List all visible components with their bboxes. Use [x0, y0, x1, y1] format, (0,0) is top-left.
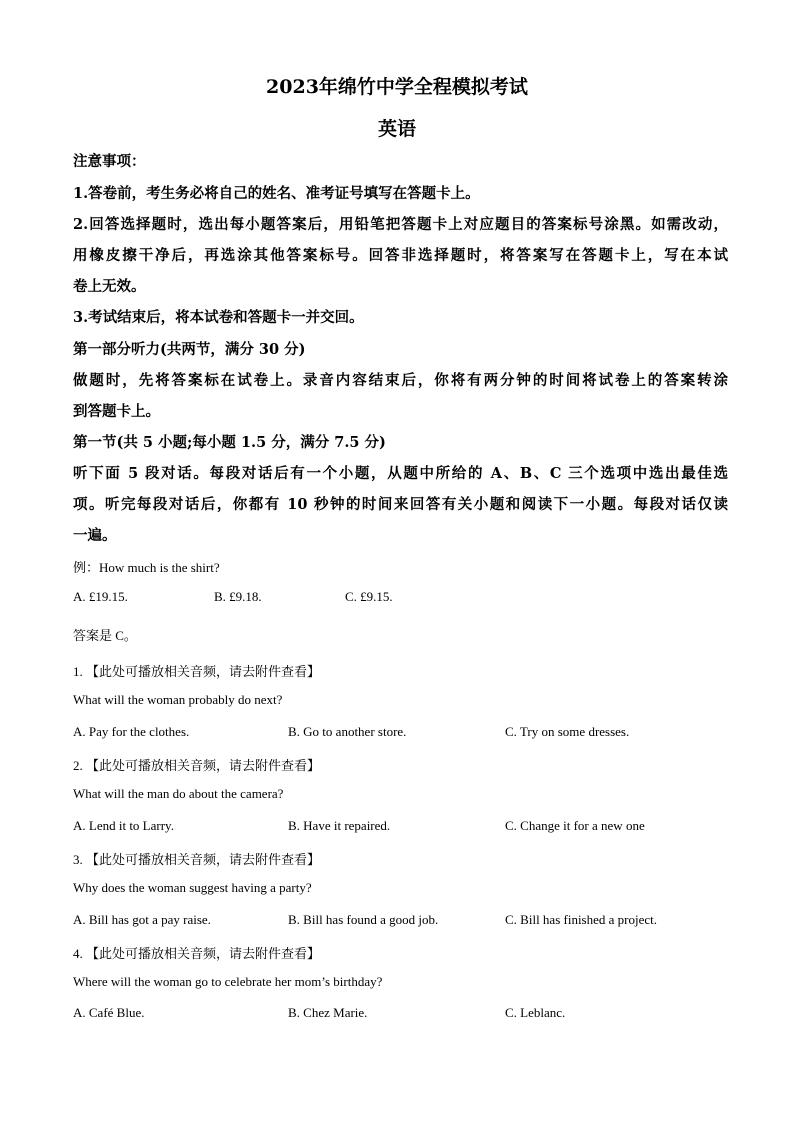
notes-item-2-line-1: 2.回答选择题时，选出每小题答案后，用铅笔把答题卡上对应题目的答案标号涂黑。如需改动，	[73, 216, 728, 233]
notes-item-3: 3.考试结束后，将本试卷和答题卡一并交回。	[73, 309, 364, 326]
section1-line-3: 一遍。	[73, 527, 117, 544]
example-option-c: C. £9.15.	[345, 589, 393, 604]
question-3-option-a: A. Bill has got a pay raise.	[73, 912, 211, 927]
question-2-option-b: B. Have it repaired.	[288, 818, 391, 833]
question-3-label: 3. 【此处可播放相关音频，请去附件查看】	[73, 852, 321, 867]
part1-intro-line-2: 到答题卡上。	[73, 403, 160, 420]
question-3-text: Why does the woman suggest having a party?	[73, 880, 312, 895]
notes-heading: 注意事项：	[73, 153, 146, 170]
question-3-option-b: B. Bill has found a good job.	[288, 912, 439, 927]
question-4-option-a: A. Café Blue.	[73, 1005, 145, 1020]
question-1-text: What will the woman probably do next?	[73, 692, 283, 707]
section1-line-1: 听下面 5 段对话。每段对话后有一个小题，从题中所给的 A、B、C 三个选项中选出最佳选	[73, 465, 728, 482]
subject-title: 英语	[377, 118, 416, 140]
part1-heading: 第一部分听力(共两节，满分 30 分)	[73, 341, 306, 358]
question-2-text: What will the man do about the camera?	[73, 786, 284, 801]
example-option-b: B. £9.18.	[214, 589, 262, 604]
example-answer: 答案是 C。	[73, 628, 137, 643]
notes-item-2-line-2: 用橡皮擦干净后，再选涂其他答案标号。回答非选择题时，将答案写在答题卡上，写在本试	[73, 247, 728, 264]
part1-intro-line-1: 做题时，先将答案标在试卷上。录音内容结束后，你将有两分钟的时间将试卷上的答案转涂	[73, 372, 728, 389]
question-1-option-c: C. Try on some dresses.	[505, 724, 630, 739]
example-question: 例：How much is the shirt?	[73, 560, 220, 575]
example-option-a: A. £19.15.	[73, 589, 128, 604]
question-4-label: 4. 【此处可播放相关音频，请去附件查看】	[73, 946, 321, 961]
question-3-option-c: C. Bill has finished a project.	[505, 912, 658, 927]
question-4-text: Where will the woman go to celebrate her mom’s birthday?	[73, 974, 383, 989]
question-2-option-a: A. Lend it to Larry.	[73, 818, 174, 833]
question-2-label: 2. 【此处可播放相关音频，请去附件查看】	[73, 758, 321, 773]
question-4-option-c: C. Leblanc.	[505, 1005, 566, 1020]
exam-title: 2023年绵竹中学全程模拟考试	[266, 76, 528, 98]
question-1-label: 1. 【此处可播放相关音频，请去附件查看】	[73, 664, 321, 679]
notes-item-2-line-3: 卷上无效。	[73, 278, 146, 295]
question-4-option-b: B. Chez Marie.	[288, 1005, 368, 1020]
section1-heading: 第一节(共 5 小题;每小题 1.5 分，满分 7.5 分)	[73, 434, 386, 451]
question-1-option-a: A. Pay for the clothes.	[73, 724, 190, 739]
question-1-option-b: B. Go to another store.	[288, 724, 407, 739]
question-2-option-c: C. Change it for a new one	[505, 818, 645, 833]
notes-item-1: 1.答卷前，考生务必将自己的姓名、准考证号填写在答题卡上。	[73, 185, 480, 202]
section1-line-2: 项。听完每段对话后，你都有 10 秒钟的时间来回答有关小题和阅读下一小题。每段对话仅读	[73, 496, 728, 513]
